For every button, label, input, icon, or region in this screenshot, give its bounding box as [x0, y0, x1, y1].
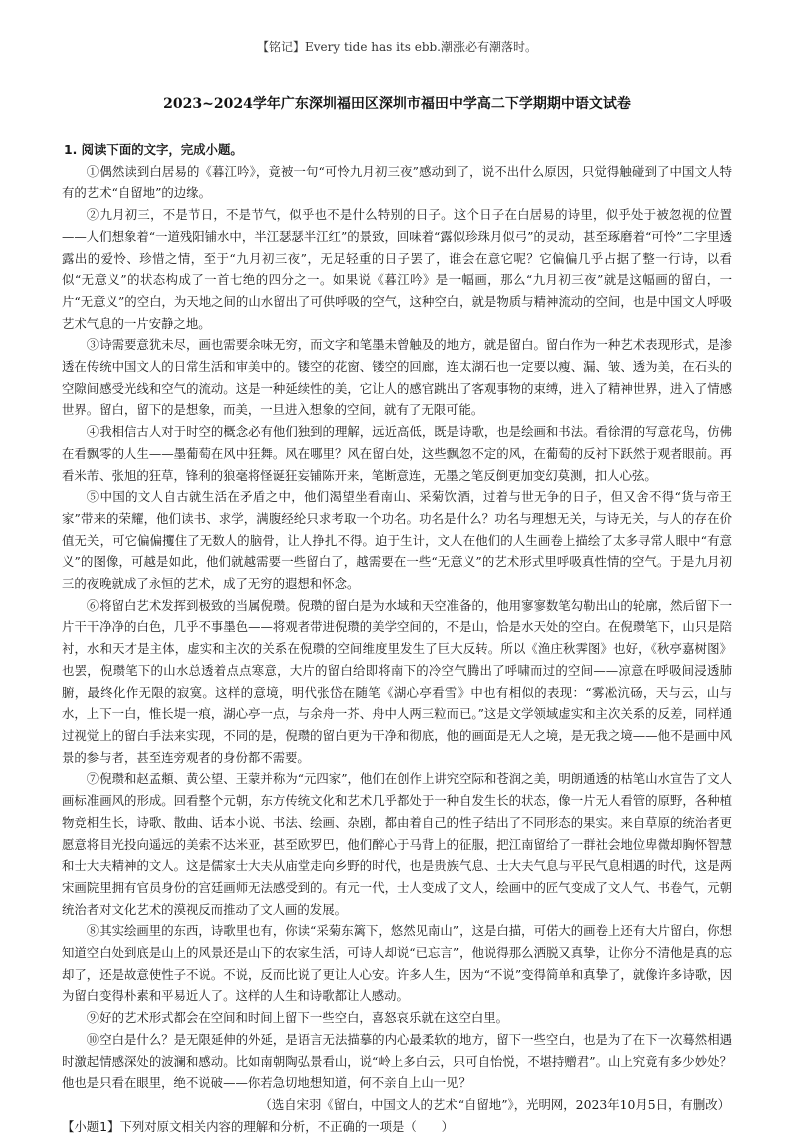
passage-paragraph-2: ②九月初三，不是节日，不是节气，似乎也不是什么特别的日子。这个日子在白居易的诗里，似乎处于被忽视的位置——人们想象着“一道残阳铺水中，半江瑟瑟半江红”的景致，回味着“露似珍珠月似弓”的灵动，甚至琢磨着“可怜”二字里透露出的爱怜、珍惜之情，至于“九月初三夜”，无足轻重的日子罢了，谁会在意它呢？它偏偏几乎占据了整一行诗，以看似“无意义”的状态构成了一首七绝的四分之一。如果说《暮江吟》是一幅画，那么“九月初三夜”就是这幅画的留白，一片“无意义”的空白，为天地之间的山水留出了可供呼吸的空气，这种空白，就是物质与精神流动的空间，也是中国文人呼吸艺术气息的一片安静之地。 [62, 207, 732, 331]
passage-paragraph-8: ⑧其实绘画里的东西，诗歌里也有，你读“采菊东篱下，悠然见南山”，这是白描，可偌大的画卷上还有大片留白，你想知道空白处到底是山上的风景还是山下的农家生活，可诗人却说“已忘言”，他说得那么洒脱又真挚，让你分不清他是真的忘却了，还是故意使性子不说。不说，反而比说了更让人心安。许多人生，因为“不说”变得简单和真挚了，就像许多诗歌，因为留白变得朴素和平易近人了。这样的人生和诗歌都让人感动。 [62, 923, 732, 1004]
passage-paragraph-4: ④我相信古人对于时空的概念必有他们独到的理解，远近高低，既是诗歌，也是绘画和书法。看徐渭的写意花鸟，仿佛在看飘零的人生——墨葡萄在风中狂舞。风在哪里？风在留白处，这些飘忽不定的风，在葡萄的反衬下跃然于观者眼前。再看米芾、张旭的狂草，锋利的狼毫将怪诞狂妄铺陈开来，笔断意连，无墨之笔反倒更加变幻莫测，扣人心弦。 [62, 424, 732, 483]
question-body [62, 139, 732, 1137]
sub-question-1: 【小题1】下列对原文相关内容的理解和分析，不正确的一项是（ ） [62, 1118, 454, 1134]
passage-paragraph-5: ⑤中国的文人自古就生活在矛盾之中，他们渴望坐看南山、采菊饮酒，过着与世无争的日子，但又舍不得“货与帝王家”带来的荣耀，他们读书、求学，满腹经纶只求考取一个功名。功名是什么？功名与理想无关，与诗无关，与人的存在价值无关，可它偏偏攫住了无数人的脑骨，让人挣扎不得。迫于生计，文人在他们的人生画卷上描绘了太多寻常人眼中“有意义”的图像，可越是如此，他们就越需要一些留白了，越需要在一些“无意义”的艺术形式里呼吸真性情的空气。于是九月初三的夜晚就成了永恒的艺术，成了无穷的遐想和怀念。 [62, 489, 732, 592]
passage-paragraph-6: ⑥将留白艺术发挥到极致的当属倪瓒。倪瓒的留白是为水域和天空准备的，他用寥寥数笔勾勒出山的轮廓，然后留下一片干干净净的白色，几乎不事墨色——将观者带进倪瓒的美学空间的，不是山，恰是水天处的空白。在倪瓒笔下，山只是陪衬，水和天才是主体，虚实和主次的关系在倪瓒的空间维度里发生了巨大反转。所以《渔庄秋霁图》也好，《秋亭嘉树图》也罢，倪瓒笔下的山水总透着点点寒意，大片的留白给即将南下的冷空气腾出了呼啸而过的空间——凉意在呼吸间浸透肺腑，最终化作无限的寂寞。这样的意境，明代张岱在随笔《湖心亭看雪》中也有相似的表现：“雾凇沆砀，天与云，山与水，上下一白，惟长堤一痕，湖心亭一点，与余舟一芥、舟中人两三粒而已。”这是文学领域虚实和主次关系的反差，同样通过视觉上的留白手法来实现，不同的是，倪瓒的留白更为干净和彻底，他的画面是无人之境，是无我之境——他不是画中风景的参与者，甚至连旁观者的身份都不需要。 [62, 597, 732, 765]
source-citation: （选自宋羽《留白，中国文人的艺术“自留地”》，光明网，2023年10月5日，有删改） [259, 1096, 730, 1112]
question-heading: 1. 阅读下面的文字，完成小题。 [64, 142, 243, 157]
passage-paragraph-1: ①偶然读到白居易的《暮江吟》，竟被一句“可怜九月初三夜”感动到了，说不出什么原因，只觉得触碰到了中国文人特有的艺术“自留地”的边缘。 [62, 163, 732, 201]
exam-title: 2023~2024学年广东深圳福田区深圳市福田中学高二下学期期中语文试卷 [163, 96, 631, 112]
passage-paragraph-10: ⑩空白是什么？是无限延伸的外延，是语言无法描摹的内心最柔软的地方，留下一些空白，也是为了在下一次蓦然相遇时激起情感深处的波澜和感动。比如南朝陶弘景看山，说“岭上多白云，只可自怡悦，不堪持赠君”。山上究竟有多少妙处？他也是只看在眼里，绝不说破——你若急切地想知道，何不亲自上山一见？ [62, 1031, 732, 1091]
header-motto: 【铭记】Every tide has its ebb.潮涨必有潮落时。 [257, 40, 537, 54]
passage-paragraph-3: ③诗需要意犹未尽，画也需要余味无穷，而文字和笔墨未曾触及的地方，就是留白。留白作为一种艺术表现形式，是渗透在传统中国文人的日常生活和审美中的。镂空的花窗、镂空的回廊，连太湖石也一定要以瘦、漏、皱、透为美，在石头的空隙间感受光线和空气的流动。这是一种延续性的美，它让人的感官跳出了客观事物的束缚，进入了精神世界，进入了情感世界。留白，留下的是想象，而美，一旦进入想象的空间，就有了无限可能。 [62, 337, 732, 418]
passage-paragraph-7: ⑦倪瓒和赵孟頫、黄公望、王蒙并称为“元四家”，他们在创作上讲究空际和苍润之美，明朗通透的枯笔山水宣告了文人画标准画风的形成。回看整个元朝，东方传统文化和艺术几乎都处于一种自发生长的状态，像一片无人看管的原野，各种植物竞相生长，诗歌、散曲、话本小说、书法、绘画、杂剧，都由着自己的性子结出了不同形态的果实。来自草原的统治者更愿意将目光投向遥远的美索不达米亚，甚至欧罗巴，他们醉心于马背上的征服，把江南留给了一群社会地位卑微却胸怀智慧和士大夫精神的文人。这是儒家士大夫从庙堂走向乡野的时代，也是贵族气息、士大夫气息与平民气息相遇的时代，这是两宋画院里拥有官员身份的宫廷画师无法感受到的。有元一代，士人变成了文人，绘画中的匠气变成了文人气、书卷气，元朝统治者对文化艺术的漠视反而推动了文人画的发展。 [62, 771, 732, 917]
passage-paragraph-9: ⑨好的艺术形式都会在空间和时间上留下一些空白，喜怒哀乐就在这空白里。 [86, 1010, 509, 1026]
